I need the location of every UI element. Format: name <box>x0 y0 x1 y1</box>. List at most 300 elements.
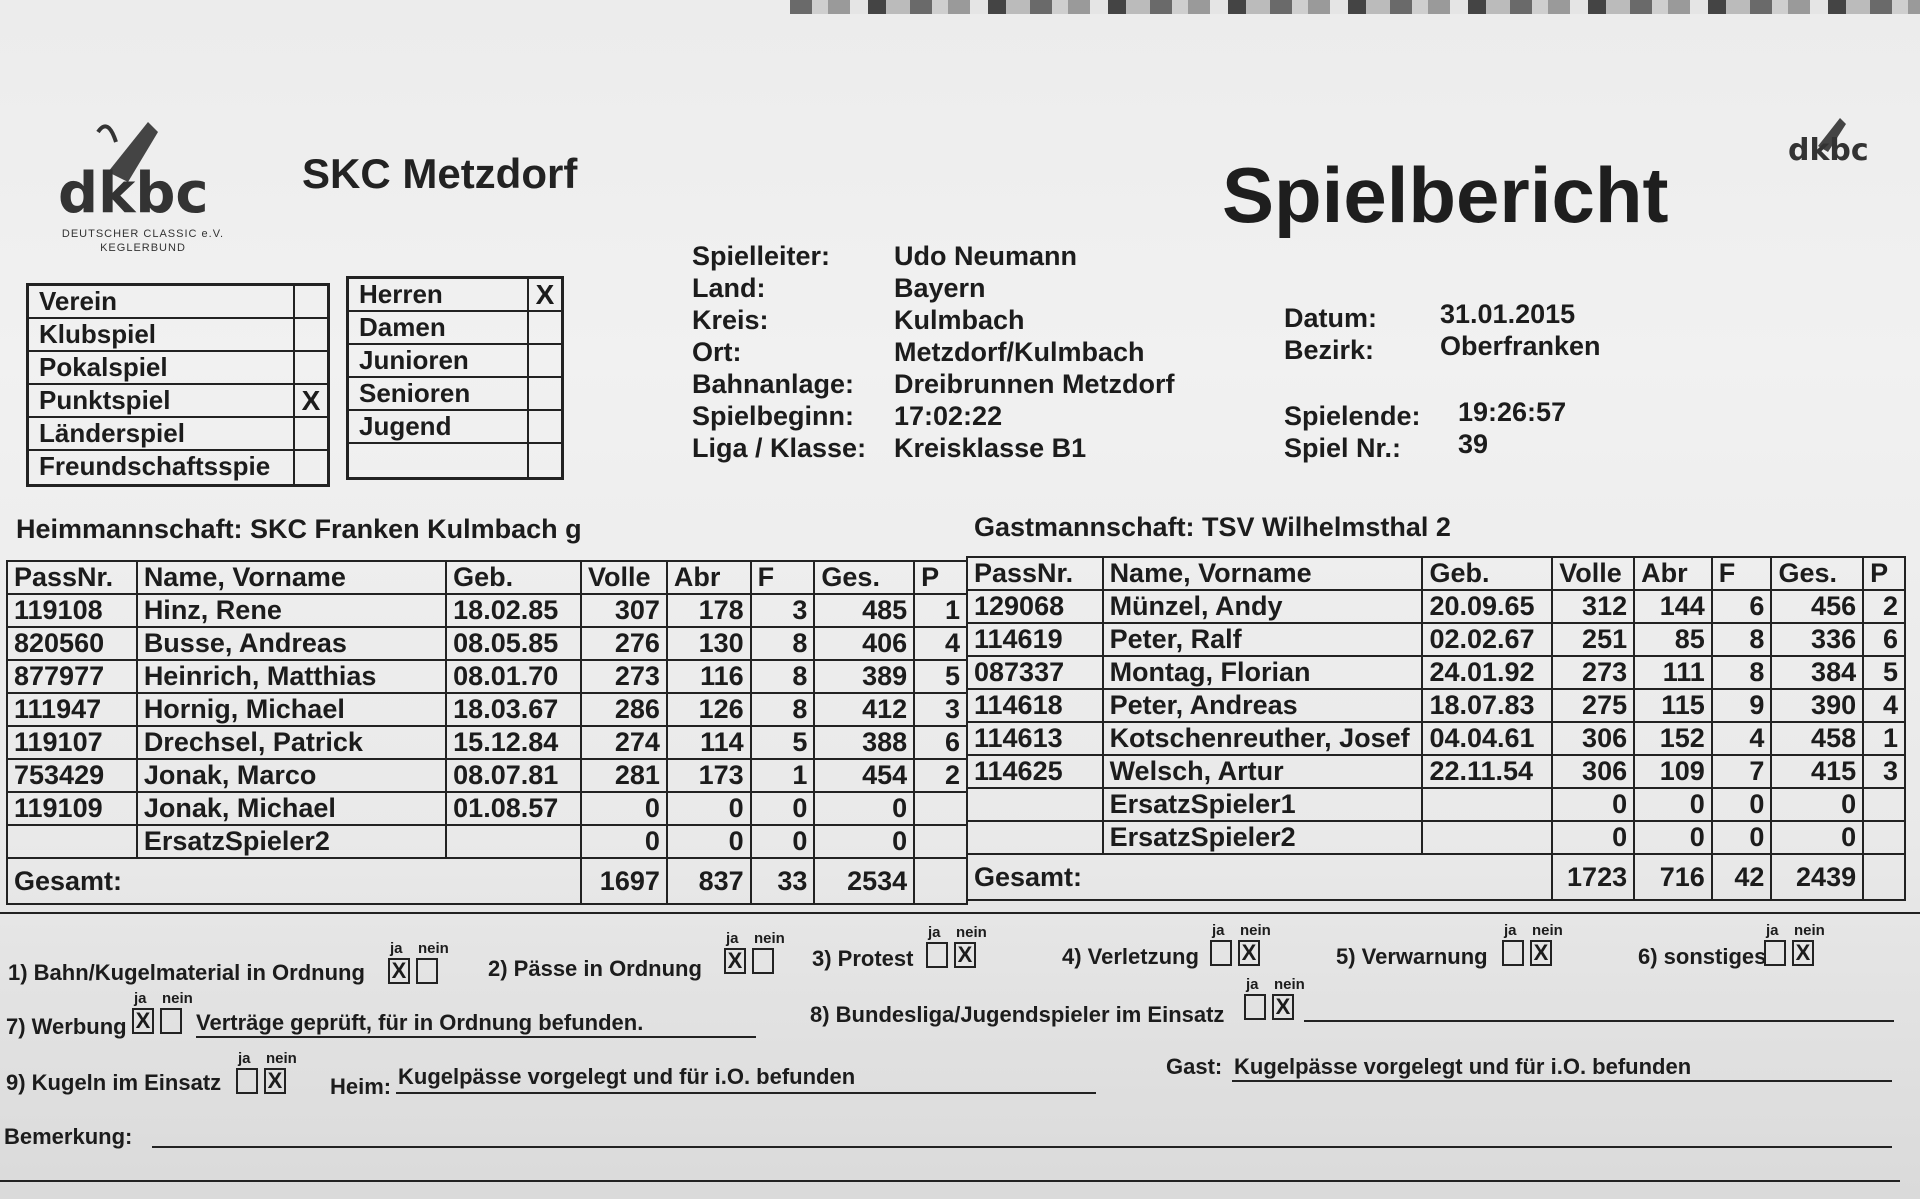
guest-player-row <box>967 689 1905 722</box>
home-player-row <box>7 594 967 627</box>
nein-caption: nein <box>956 924 987 941</box>
bemerkung-label: Bemerkung: <box>4 1124 133 1149</box>
gast-label: Gast: <box>1166 1054 1223 1079</box>
werbung-line <box>196 1036 756 1038</box>
game-type-row <box>29 286 327 319</box>
guest-cell: 20.09.65 <box>1422 590 1552 623</box>
guest-cell: 109 <box>1634 755 1712 788</box>
game-type-checkbox[interactable] <box>293 286 327 317</box>
guest-cell: ErsatzSpieler1 <box>1103 788 1423 821</box>
check-label-8: 8) Bundesliga/Jugendspieler im Einsatz <box>810 1002 1225 1027</box>
home-cell: 1 <box>914 594 967 627</box>
info-label: Kreis: <box>692 305 769 335</box>
guest-player-row <box>967 623 1905 656</box>
home-cell: 4 <box>914 627 967 660</box>
guest-cell: 458 <box>1771 722 1863 755</box>
guest-cell: 111 <box>1634 656 1712 689</box>
guest-cell: Montag, Florian <box>1103 656 1423 689</box>
guest-cell: 0 <box>1634 821 1712 854</box>
info-label: Land: <box>692 273 766 303</box>
guest-cell: 0 <box>1771 821 1863 854</box>
home-cell: Jonak, Michael <box>137 792 446 825</box>
home-total-value: 2534 <box>814 858 914 904</box>
home-cell: 485 <box>814 594 914 627</box>
home-cell: Heinrich, Matthias <box>137 660 446 693</box>
category-label: Damen <box>359 312 446 342</box>
guest-cell: 306 <box>1552 755 1634 788</box>
home-cell: 0 <box>667 792 751 825</box>
home-cell: 0 <box>581 825 667 858</box>
guest-col-header: Name, Vorname <box>1103 557 1423 590</box>
guest-total-value: 42 <box>1712 854 1772 900</box>
home-cell <box>7 825 137 858</box>
home-cell: Hinz, Rene <box>137 594 446 627</box>
guest-cell: 5 <box>1863 656 1905 689</box>
guest-cell: 8 <box>1712 656 1772 689</box>
home-cell: 0 <box>751 825 815 858</box>
game-type-checkbox[interactable]: X <box>293 385 327 416</box>
info-label: Bahnanlage: <box>692 369 855 399</box>
guest-cell <box>1863 788 1905 821</box>
datum-label: Datum: <box>1284 303 1377 333</box>
guest-cell: Welsch, Artur <box>1103 755 1423 788</box>
guest-cell: 384 <box>1771 656 1863 689</box>
home-player-row <box>7 792 967 825</box>
category-label <box>349 444 527 477</box>
guest-cell: ErsatzSpieler2 <box>1103 821 1423 854</box>
home-header-row <box>7 561 967 594</box>
category-checkbox[interactable] <box>527 411 561 442</box>
club-name: SKC Metzdorf <box>302 150 578 197</box>
guest-total-p <box>1863 854 1905 900</box>
guest-col-header: Abr <box>1634 557 1712 590</box>
guest-team-title: Gastmannschaft: TSV Wilhelmsthal 2 <box>974 512 1451 542</box>
nein-checkbox[interactable] <box>160 1008 182 1034</box>
category-label: Senioren <box>359 378 471 408</box>
guest-total-value: 2439 <box>1771 854 1863 900</box>
svg-text:dkbc: dkbc <box>58 161 209 222</box>
ja-checkbox[interactable] <box>1502 940 1524 966</box>
guest-cell: 6 <box>1712 590 1772 623</box>
home-total-value: 33 <box>751 858 815 904</box>
guest-col-header: P <box>1863 557 1905 590</box>
guest-cell: 24.01.92 <box>1422 656 1552 689</box>
category-row <box>349 279 561 312</box>
info-value: Kulmbach <box>894 305 1025 335</box>
home-cell: 08.05.85 <box>446 627 581 660</box>
game-type-checkbox[interactable] <box>293 418 327 449</box>
home-cell: 0 <box>814 792 914 825</box>
ja-checkbox[interactable] <box>926 942 948 968</box>
guest-cell: 02.02.67 <box>1422 623 1552 656</box>
home-cell: 877977 <box>7 660 137 693</box>
ja-checkbox[interactable] <box>1210 940 1232 966</box>
svg-text:dkbc: dkbc <box>1788 133 1869 168</box>
guest-cell: 087337 <box>967 656 1103 689</box>
check-label-3: 3) Protest <box>812 946 914 971</box>
home-player-row <box>7 660 967 693</box>
home-cell: 274 <box>581 726 667 759</box>
category-checkbox[interactable] <box>527 444 561 477</box>
guest-cell: Kotschenreuther, Josef <box>1103 722 1423 755</box>
ja-checkbox[interactable]: X <box>132 1008 154 1034</box>
ja-checkbox[interactable]: X <box>724 948 746 974</box>
check-label-5: 5) Verwarnung <box>1336 944 1488 969</box>
game-type-checkbox[interactable] <box>293 352 327 383</box>
guest-cell: 4 <box>1712 722 1772 755</box>
guest-cell: 6 <box>1863 623 1905 656</box>
bemerkung-line-2 <box>0 1180 1900 1182</box>
home-cell: Hornig, Michael <box>137 693 446 726</box>
home-cell: Busse, Andreas <box>137 627 446 660</box>
game-type-label: Pokalspiel <box>39 352 168 382</box>
home-cell: 281 <box>581 759 667 792</box>
spielnr-label: Spiel Nr.: <box>1284 433 1402 463</box>
home-cell: 406 <box>814 627 914 660</box>
guest-cell <box>967 788 1103 821</box>
nein-checkbox[interactable]: X <box>954 942 976 968</box>
home-cell: 5 <box>751 726 815 759</box>
info-values <box>894 240 1175 464</box>
werbung-note: Verträge geprüft, für in Ordnung befunden. <box>196 1010 644 1035</box>
guest-player-row <box>967 722 1905 755</box>
ja-checkbox[interactable] <box>1764 940 1786 966</box>
guest-cell: 115 <box>1634 689 1712 722</box>
guest-cell <box>1422 821 1552 854</box>
game-type-label: Klubspiel <box>39 319 157 349</box>
dkbc-logo <box>58 112 228 255</box>
guest-cell: 0 <box>1771 788 1863 821</box>
spielnr-value: 39 <box>1458 429 1489 459</box>
home-cell: 273 <box>581 660 667 693</box>
guest-cell: 306 <box>1552 722 1634 755</box>
divider-line <box>0 912 1920 914</box>
guest-cell: 0 <box>1552 821 1634 854</box>
ja-caption: ja <box>1246 976 1259 993</box>
nein-caption: nein <box>1240 922 1271 939</box>
guest-results-table <box>966 556 1906 901</box>
info-value: Udo Neumann <box>894 241 1078 271</box>
home-col-header: Geb. <box>446 561 581 594</box>
ja-caption: ja <box>1766 922 1779 939</box>
home-cell: 5 <box>914 660 967 693</box>
guest-col-header: Geb. <box>1422 557 1552 590</box>
ja-caption: ja <box>928 924 941 941</box>
info-value: Dreibrunnen Metzdorf <box>894 369 1175 399</box>
guest-cell: 3 <box>1863 755 1905 788</box>
guest-cell: 144 <box>1634 590 1712 623</box>
info-labels <box>692 240 866 464</box>
category-checkbox[interactable] <box>527 378 561 409</box>
spielende-value: 19:26:57 <box>1458 397 1567 427</box>
ja-caption: ja <box>1212 922 1225 939</box>
ja-caption: ja <box>726 930 739 947</box>
home-cell: 119107 <box>7 726 137 759</box>
home-player-row <box>7 693 967 726</box>
home-cell: 08.01.70 <box>446 660 581 693</box>
home-col-header: PassNr. <box>7 561 137 594</box>
ja-checkbox[interactable] <box>236 1068 258 1094</box>
nein-checkbox[interactable]: X <box>264 1068 286 1094</box>
guest-cell: 152 <box>1634 722 1712 755</box>
info-value: Kreisklasse B1 <box>894 433 1087 463</box>
guest-cell: 390 <box>1771 689 1863 722</box>
guest-cell: 275 <box>1552 689 1634 722</box>
guest-cell: 0 <box>1552 788 1634 821</box>
dkbc-logo-icon <box>58 112 228 222</box>
game-type-row <box>29 418 327 451</box>
home-cell <box>914 825 967 858</box>
home-col-header: Abr <box>667 561 751 594</box>
home-cell: ErsatzSpieler2 <box>137 825 446 858</box>
home-col-header: P <box>914 561 967 594</box>
gast-note: Kugelpässe vorgelegt und für i.O. befunden <box>1234 1054 1692 1079</box>
nein-checkbox[interactable] <box>416 958 438 984</box>
home-player-row <box>7 726 967 759</box>
bezirk-value: Oberfranken <box>1440 331 1601 361</box>
category-checkbox[interactable]: X <box>527 279 561 310</box>
home-total-p <box>914 858 967 904</box>
guest-cell: 251 <box>1552 623 1634 656</box>
ja-caption: ja <box>238 1050 251 1067</box>
info-value: Metzdorf/Kulmbach <box>894 337 1145 367</box>
home-cell: 286 <box>581 693 667 726</box>
game-type-row <box>29 385 327 418</box>
guest-cell: 312 <box>1552 590 1634 623</box>
ja-checkbox[interactable] <box>1244 994 1266 1020</box>
home-cell: 820560 <box>7 627 137 660</box>
home-cell: 307 <box>581 594 667 627</box>
game-type-checkbox[interactable] <box>293 451 327 484</box>
home-cell: 8 <box>751 627 815 660</box>
guest-cell: 8 <box>1712 623 1772 656</box>
guest-cell: 1 <box>1863 722 1905 755</box>
logo-sub2: KEGLERBUND <box>100 242 186 254</box>
home-cell: 412 <box>814 693 914 726</box>
gast-line <box>1232 1080 1892 1082</box>
home-col-header: Volle <box>581 561 667 594</box>
home-cell: 3 <box>751 594 815 627</box>
guest-col-header: Volle <box>1552 557 1634 590</box>
home-cell: 388 <box>814 726 914 759</box>
home-cell: 276 <box>581 627 667 660</box>
home-cell: 0 <box>751 792 815 825</box>
home-cell <box>914 792 967 825</box>
guest-player-row <box>967 788 1905 821</box>
guest-cell: 273 <box>1552 656 1634 689</box>
home-cell: 15.12.84 <box>446 726 581 759</box>
bundesliga-line <box>1304 1020 1894 1022</box>
guest-cell: 85 <box>1634 623 1712 656</box>
home-cell: 454 <box>814 759 914 792</box>
home-cell: 18.03.67 <box>446 693 581 726</box>
guest-header-row <box>967 557 1905 590</box>
home-col-header: Ges. <box>814 561 914 594</box>
home-col-header: Name, Vorname <box>137 561 446 594</box>
check-label-4: 4) Verletzung <box>1062 944 1199 969</box>
home-total-value: 1697 <box>581 858 667 904</box>
doc-title: Spielbericht <box>1222 151 1669 239</box>
category-row <box>349 378 561 411</box>
guest-col-header: F <box>1712 557 1772 590</box>
guest-cell: 114625 <box>967 755 1103 788</box>
guest-cell <box>1863 821 1905 854</box>
heim-label: Heim: <box>330 1074 392 1099</box>
nein-caption: nein <box>418 940 449 957</box>
nein-caption: nein <box>754 930 785 947</box>
ja-caption: ja <box>390 940 403 957</box>
guest-cell: Peter, Andreas <box>1103 689 1423 722</box>
game-type-row <box>29 319 327 352</box>
category-label: Jugend <box>359 411 452 441</box>
guest-total-value: 716 <box>1634 854 1712 900</box>
home-cell: Jonak, Marco <box>137 759 446 792</box>
home-cell: 0 <box>581 792 667 825</box>
nein-checkbox[interactable]: X <box>1272 994 1294 1020</box>
guest-cell <box>967 821 1103 854</box>
nein-caption: nein <box>162 990 193 1007</box>
home-cell: 114 <box>667 726 751 759</box>
home-cell: 130 <box>667 627 751 660</box>
game-type-label: Länderspiel <box>39 418 185 448</box>
category-row <box>349 312 561 345</box>
category-checkbox[interactable] <box>527 345 561 376</box>
info-label: Spielbeginn: <box>692 401 854 431</box>
guest-cell: 114618 <box>967 689 1103 722</box>
home-cell: 173 <box>667 759 751 792</box>
guest-cell: 336 <box>1771 623 1863 656</box>
home-total-label: Gesamt: <box>7 858 581 904</box>
home-cell: Drechsel, Patrick <box>137 726 446 759</box>
info-label: Spielleiter: <box>692 241 831 271</box>
home-cell: 753429 <box>7 759 137 792</box>
home-cell: 01.08.57 <box>446 792 581 825</box>
home-cell: 1 <box>751 759 815 792</box>
logo-sub1: DEUTSCHER CLASSIC e.V. <box>61 228 225 240</box>
guest-cell: 22.11.54 <box>1422 755 1552 788</box>
guest-cell: 9 <box>1712 689 1772 722</box>
bemerkung-line-1 <box>152 1146 1892 1148</box>
home-cell: 389 <box>814 660 914 693</box>
ja-caption: ja <box>1504 922 1517 939</box>
home-cell: 119108 <box>7 594 137 627</box>
heim-note: Kugelpässe vorgelegt und für i.O. befunden <box>398 1064 856 1089</box>
home-player-row <box>7 825 967 858</box>
home-cell: 111947 <box>7 693 137 726</box>
nein-checkbox[interactable]: X <box>1238 940 1260 966</box>
guest-cell: 18.07.83 <box>1422 689 1552 722</box>
guest-cell: 415 <box>1771 755 1863 788</box>
guest-total-row <box>967 854 1905 900</box>
check-label-7: 7) Werbung <box>6 1014 127 1039</box>
guest-cell: 0 <box>1712 821 1772 854</box>
nein-checkbox[interactable] <box>752 948 774 974</box>
guest-cell: 456 <box>1771 590 1863 623</box>
info-label: Ort: <box>692 337 742 367</box>
guest-cell: 114619 <box>967 623 1103 656</box>
nein-caption: nein <box>266 1050 297 1067</box>
home-cell: 178 <box>667 594 751 627</box>
guest-player-row <box>967 755 1905 788</box>
guest-cell: 129068 <box>967 590 1103 623</box>
game-type-row <box>29 352 327 385</box>
home-player-row <box>7 627 967 660</box>
category-box <box>346 276 564 480</box>
guest-cell: 114613 <box>967 722 1103 755</box>
nein-checkbox[interactable]: X <box>1792 940 1814 966</box>
guest-cell <box>1422 788 1552 821</box>
guest-player-row <box>967 656 1905 689</box>
home-team-title: Heimmannschaft: SKC Franken Kulmbach g <box>16 514 582 544</box>
guest-player-row <box>967 590 1905 623</box>
check-label-1: 1) Bahn/Kugelmaterial in Ordnung <box>8 960 365 985</box>
guest-cell: 04.04.61 <box>1422 722 1552 755</box>
guest-cell: Münzel, Andy <box>1103 590 1423 623</box>
game-type-label: Freundschaftsspie <box>39 451 271 481</box>
home-col-header: F <box>751 561 815 594</box>
guest-cell: 0 <box>1634 788 1712 821</box>
home-cell: 08.07.81 <box>446 759 581 792</box>
category-row <box>349 444 561 477</box>
guest-cell: 4 <box>1863 689 1905 722</box>
category-label: Herren <box>359 279 443 309</box>
home-cell: 8 <box>751 693 815 726</box>
home-cell: 3 <box>914 693 967 726</box>
guest-cell: Peter, Ralf <box>1103 623 1423 656</box>
nein-caption: nein <box>1794 922 1825 939</box>
guest-col-header: PassNr. <box>967 557 1103 590</box>
category-row <box>349 345 561 378</box>
home-cell: 18.02.85 <box>446 594 581 627</box>
category-label: Junioren <box>359 345 469 375</box>
home-player-row <box>7 759 967 792</box>
ja-caption: ja <box>134 990 147 1007</box>
game-type-row <box>29 451 327 484</box>
guest-cell: 7 <box>1712 755 1772 788</box>
home-cell: 116 <box>667 660 751 693</box>
check-label-6: 6) sonstiges <box>1638 944 1767 969</box>
heim-line <box>396 1092 1096 1094</box>
nein-caption: nein <box>1532 922 1563 939</box>
info-value: 17:02:22 <box>894 401 1003 431</box>
home-total-value: 837 <box>667 858 751 904</box>
bezirk-label: Bezirk: <box>1284 335 1375 365</box>
home-cell <box>446 825 581 858</box>
guest-col-header: Ges. <box>1771 557 1863 590</box>
category-row <box>349 411 561 444</box>
home-cell: 0 <box>667 825 751 858</box>
game-type-label: Punktspiel <box>39 385 171 415</box>
info-label: Liga / Klasse: <box>692 433 867 463</box>
guest-total-label: Gesamt: <box>967 854 1552 900</box>
check-label-9: 9) Kugeln im Einsatz <box>6 1070 222 1095</box>
spielende-label: Spielende: <box>1284 401 1421 431</box>
category-checkbox[interactable] <box>527 312 561 343</box>
home-cell: 126 <box>667 693 751 726</box>
redaction-pixel-bar <box>790 0 1920 14</box>
home-cell: 119109 <box>7 792 137 825</box>
guest-total-value: 1723 <box>1552 854 1634 900</box>
game-type-checkbox[interactable] <box>293 319 327 350</box>
dkbc-logo-small <box>1778 112 1898 179</box>
datum-value: 31.01.2015 <box>1440 299 1576 329</box>
guest-cell: 0 <box>1712 788 1772 821</box>
info-value: Bayern <box>894 273 986 303</box>
ja-checkbox[interactable]: X <box>388 958 410 984</box>
home-results-table <box>6 560 968 905</box>
game-type-label: Verein <box>39 286 118 316</box>
nein-checkbox[interactable]: X <box>1530 940 1552 966</box>
